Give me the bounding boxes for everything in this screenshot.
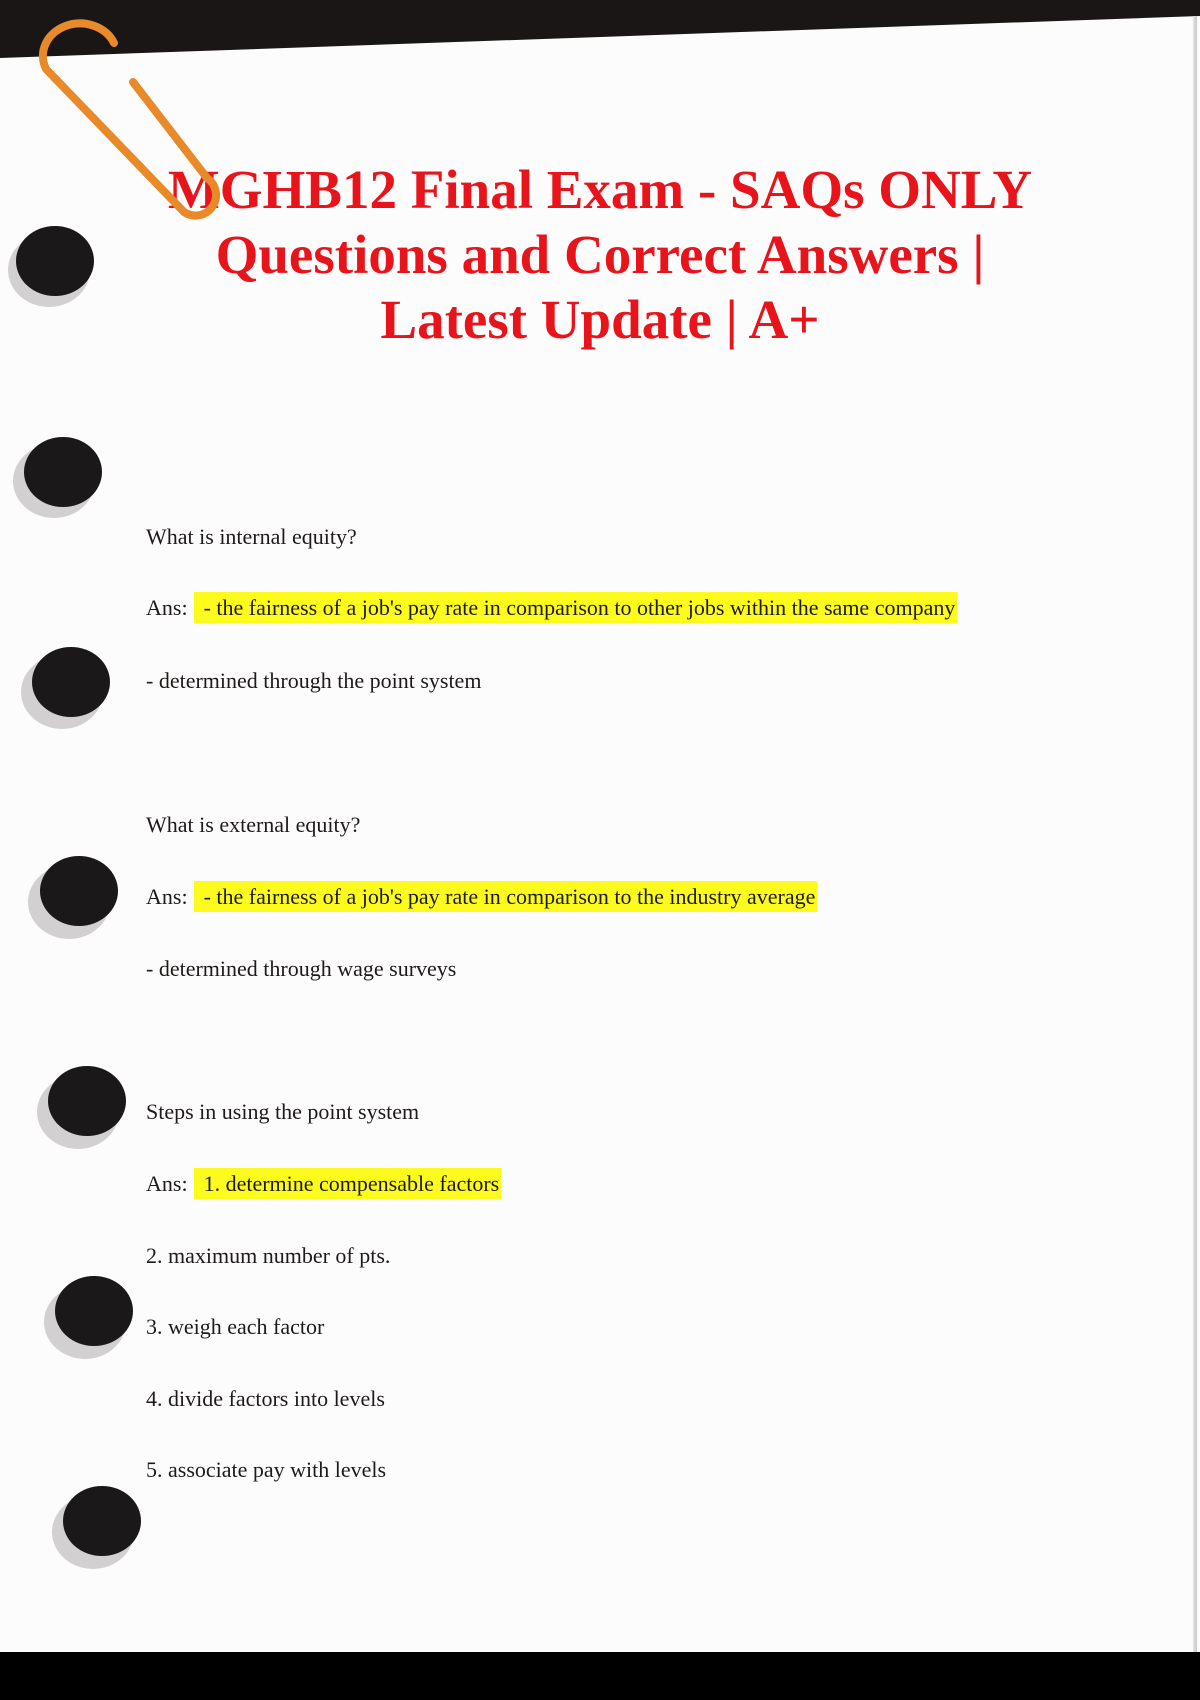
- question-text: Steps in using the point system: [146, 1099, 420, 1124]
- title-line: Latest Update | A+: [380, 289, 820, 350]
- answer-row: [146, 881, 817, 913]
- binder-hole-icon: [48, 1066, 126, 1136]
- answer-detail: - determined through the point system: [146, 668, 482, 693]
- answer-highlight: - the fairness of a job's pay rate in comparison to other jobs within the same company: [194, 592, 958, 623]
- paper-edge: [1193, 16, 1197, 1652]
- answer-row: [146, 592, 957, 624]
- title-line: MGHB12 Final Exam - SAQs ONLY: [167, 159, 1033, 220]
- answer-highlight: - the fairness of a job's pay rate in comparison to the industry average: [194, 881, 818, 912]
- paperclip-icon: [0, 0, 240, 240]
- answer-detail: - determined through wage surveys: [146, 956, 457, 981]
- answer-label: Ans:: [146, 595, 188, 620]
- bottom-bar: [0, 1652, 1200, 1700]
- binder-hole-icon: [24, 437, 102, 507]
- answer-label: Ans:: [146, 1171, 188, 1196]
- binder-hole-icon: [55, 1276, 133, 1346]
- answer-detail: 2. maximum number of pts.: [146, 1243, 391, 1268]
- answer-label: Ans:: [146, 884, 188, 909]
- title-line: Questions and Correct Answers |: [215, 224, 985, 285]
- document-title: [120, 157, 1080, 352]
- answer-detail: 3. weigh each factor: [146, 1314, 325, 1339]
- question-text: What is external equity?: [146, 812, 361, 837]
- binder-hole-icon: [32, 647, 110, 717]
- answer-row: [146, 1168, 501, 1200]
- answer-highlight: 1. determine compensable factors: [194, 1168, 502, 1199]
- answer-detail: 4. divide factors into levels: [146, 1386, 385, 1411]
- question-text: What is internal equity?: [146, 524, 357, 549]
- answer-detail: 5. associate pay with levels: [146, 1457, 387, 1482]
- binder-hole-icon: [63, 1486, 141, 1556]
- binder-hole-icon: [40, 856, 118, 926]
